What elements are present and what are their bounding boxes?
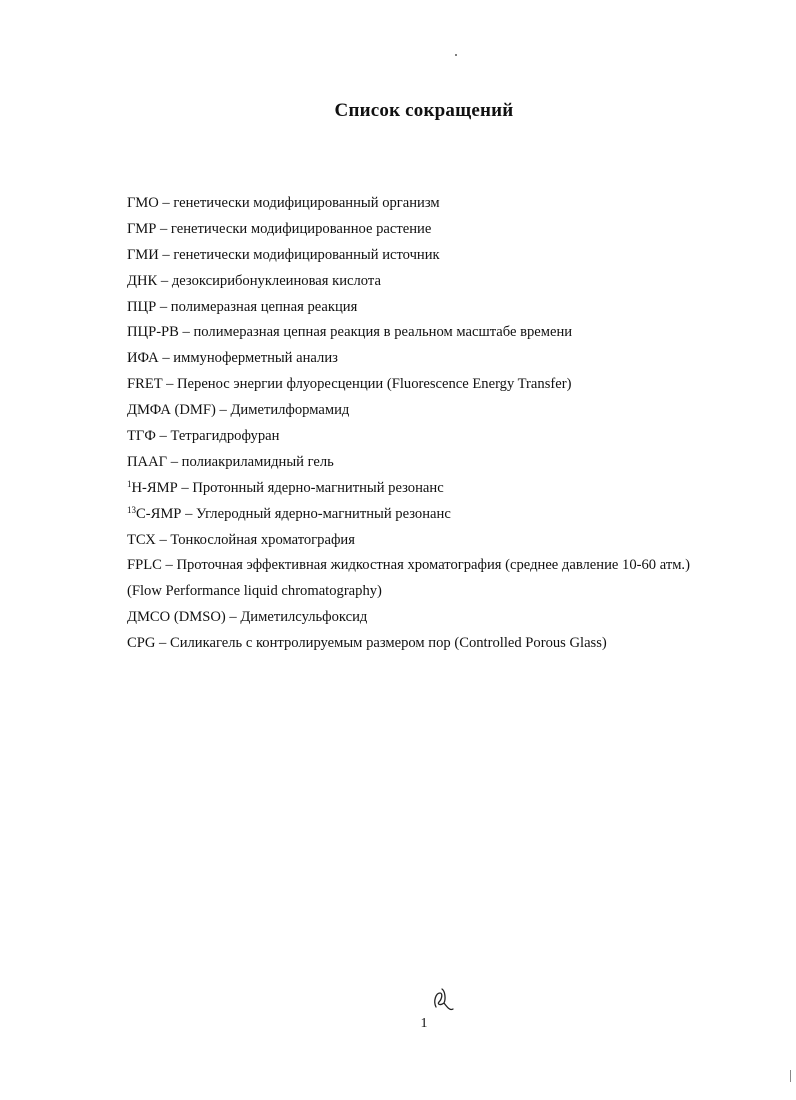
handwritten-signature <box>430 985 456 1019</box>
abbreviation-text: Н-ЯМР – Протонный ядерно-магнитный резонанс <box>131 479 444 496</box>
abbreviation-text: ИФА – иммуноферметный анализ <box>127 350 338 367</box>
abbreviation-item <box>127 245 767 271</box>
abbreviation-text: ПЦР-РВ – полимеразная цепная реакция в реальном масштабе времени <box>127 324 573 341</box>
scan-speck <box>455 54 457 56</box>
abbreviation-text: FPLC – Проточная эффективная жидкостная хроматография (среднее давление 10-60 атм.) <box>127 557 690 574</box>
abbreviation-text: CPG – Силикагель с контролируемым размером пор (Controlled Porous Glass) <box>127 635 607 652</box>
abbreviation-item <box>127 452 767 478</box>
abbreviation-item <box>127 504 767 530</box>
abbreviation-item <box>127 193 767 219</box>
abbreviation-item <box>127 271 767 297</box>
abbreviation-item <box>127 530 767 556</box>
page-title: Список сокращений <box>334 100 514 121</box>
abbreviation-text: ПЦР – полимеразная цепная реакция <box>127 298 358 315</box>
abbreviation-item <box>127 400 767 426</box>
abbreviation-item <box>127 607 767 633</box>
abbreviation-item <box>127 297 767 323</box>
abbreviation-text: ДМФА (DMF) – Диметилформамид <box>127 402 350 419</box>
abbreviation-item <box>127 426 767 452</box>
abbreviation-item <box>127 555 767 581</box>
page-number: 1 <box>420 1016 428 1031</box>
abbreviation-text: FRET – Перенос энергии флуоресценции (Fluorescence Energy Transfer) <box>127 376 572 393</box>
abbreviation-text: ДНК – дезоксирибонуклеиновая кислота <box>127 272 381 289</box>
abbreviation-item <box>127 348 767 374</box>
abbreviation-list <box>127 193 767 659</box>
abbreviation-item <box>127 322 767 348</box>
abbreviation-item <box>127 478 767 504</box>
abbreviation-text: ДМСО (DMSO) – Диметилсульфоксид <box>127 609 368 626</box>
scan-edge-mark <box>790 1070 791 1082</box>
abbreviation-item <box>127 581 767 607</box>
abbreviation-item <box>127 374 767 400</box>
abbreviation-item <box>127 219 767 245</box>
abbreviation-text: С-ЯМР – Углеродный ядерно-магнитный резонанс <box>136 505 451 522</box>
abbreviation-text: (Flow Performance liquid chromatography) <box>127 583 382 600</box>
isotope-superscript: 1 <box>127 478 132 489</box>
abbreviation-text: ПААГ – полиакриламидный гель <box>127 453 334 470</box>
abbreviation-item <box>127 633 767 659</box>
isotope-superscript: 13 <box>127 504 136 515</box>
abbreviation-text: ГМО – генетически модифицированный организм <box>127 195 440 211</box>
abbreviation-text: ГМИ – генетически модифицированный источник <box>127 246 440 263</box>
abbreviation-text: ТСХ – Тонкослойная хроматография <box>127 531 355 548</box>
abbreviation-text: ГМР – генетически модифицированное растение <box>127 220 432 237</box>
abbreviation-text: ТГФ – Тетрагидрофуран <box>127 428 280 445</box>
